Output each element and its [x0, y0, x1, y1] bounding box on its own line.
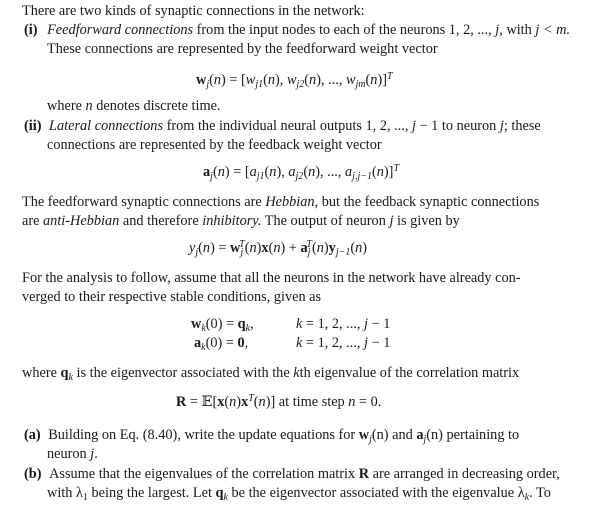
- intro-text: There are two kinds of synaptic connections in the network:: [22, 3, 365, 19]
- where-n-pre: where: [47, 98, 86, 114]
- part-a-a-n: (n): [426, 427, 443, 443]
- item-ii-j2: j: [499, 118, 504, 134]
- where-n-post: denotes discrete time.: [92, 98, 221, 114]
- equation-output-y: $y_j(n) = w_j^T(n)x(n) + a_j^T(n)y_{j-1}(n)$: [189, 239, 368, 258]
- item-ii-tail: ; these: [503, 118, 541, 134]
- part-a-neuron-pre: neuron: [47, 446, 91, 462]
- part-a-line2: [47, 446, 98, 463]
- part-b-line1: [24, 466, 560, 483]
- part-a-neuron-post: .: [94, 446, 98, 462]
- equation-init-w-range: k = 1, 2, ..., j − 1: [296, 316, 391, 332]
- eigen-post: th eigenvalue of the correlation matrix: [299, 365, 520, 381]
- anti-pre: are: [22, 213, 44, 229]
- anti-hebbian-term: anti-Hebbian: [43, 213, 120, 229]
- para-converge-line1: For the analysis to follow, assume that all the neurons in the network have already con-: [22, 270, 521, 286]
- item-i-tail: , with: [499, 22, 536, 38]
- lateral-term: Lateral connections: [49, 118, 164, 134]
- part-b-mid: being the largest. Let: [87, 485, 216, 501]
- equation-correlation-R: $R = 𝔼[x(n)x^T(n)]$ at time step n = 0.: [176, 393, 382, 410]
- para-hebbian-line2: [22, 213, 460, 230]
- item-i-label: (i): [24, 22, 38, 38]
- item-i-j: j: [495, 22, 500, 38]
- item-ii-line1: [24, 118, 541, 135]
- part-a-w-n: (n): [371, 427, 389, 443]
- hebbian-term: Hebbian,: [265, 194, 319, 210]
- equation-a-vector: $a_j(n) = [a_{j1}(n)$, $a_{j2}(n)$, ..., $a_{j,j-1}(n)]^T$: [203, 163, 399, 182]
- item-ii-label: (ii): [24, 118, 42, 134]
- item-i-line1: [24, 22, 570, 39]
- eigen-q-sub: k: [68, 372, 73, 383]
- part-b-lambda-pre: with λ: [47, 485, 83, 501]
- para-converge-line2: verged to their respective stable conditions, given as: [22, 289, 322, 305]
- part-b-pre: Assume that the eigenvalues of the correlation matrix: [49, 466, 359, 482]
- part-a-line1: [24, 427, 519, 444]
- part-a-w-sub: j: [369, 434, 372, 445]
- part-b-R: R: [358, 466, 370, 482]
- part-a-a-sub: j: [423, 434, 427, 445]
- equation-init-a: $a_k(0) = 0$,: [194, 335, 249, 353]
- item-ii-mid: − 1 to neuron: [415, 118, 500, 134]
- eigen-pre: where: [22, 365, 61, 381]
- item-ii-j: j: [411, 118, 416, 134]
- part-b-q-sub: k: [223, 492, 228, 503]
- item-ii-line2: connections are represented by the feedback weight vector: [47, 137, 382, 153]
- anti-mid: and therefore: [119, 213, 203, 229]
- part-a-w: w: [358, 427, 370, 443]
- item-i-cond: j < m.: [535, 22, 571, 38]
- para-eigen-line: [22, 365, 519, 382]
- where-n-var: n: [85, 98, 93, 114]
- equation-init-a-range: k = 1, 2, ..., j − 1: [296, 335, 391, 351]
- part-b-tail: . To: [529, 485, 551, 501]
- equation-init-w: $w_k(0) = q_k$,: [191, 316, 254, 334]
- where-n-line: [47, 98, 221, 115]
- part-b-lambda-k-sub: k: [524, 492, 530, 503]
- para-hebbian-line1: [22, 194, 539, 211]
- part-b-post: are arranged in decreasing order,: [369, 466, 560, 482]
- part-a-and: and: [388, 427, 417, 443]
- output-j: j: [389, 213, 394, 229]
- part-b-lambda-sub: 1: [82, 492, 88, 503]
- output-tail: is given by: [393, 213, 460, 229]
- item-i-line2: These connections are represented by the feedforward weight vector: [47, 41, 438, 57]
- part-b-line2: [47, 485, 551, 502]
- inhibitory-term: inhibitory.: [202, 213, 262, 229]
- part-a-neuron-j: j: [90, 446, 95, 462]
- part-a-a: a: [416, 427, 424, 443]
- part-b-q: q: [215, 485, 224, 501]
- part-b-label: (b): [24, 466, 42, 482]
- equation-w-vector: $w_j(n) = [w_{j1}(n)$, $w_{j2}(n)$, ..., $w_{jm}(n)]^T$: [196, 71, 393, 90]
- eigen-mid: is the eigenvector associated with the: [72, 365, 294, 381]
- part-a-post: pertaining to: [442, 427, 520, 443]
- hebb-post: but the feedback synaptic connections: [318, 194, 540, 210]
- eigen-q: q: [60, 365, 69, 381]
- part-a-label: (a): [24, 427, 41, 443]
- feedforward-term: Feedforward connections: [47, 22, 194, 38]
- eigen-k: k: [293, 365, 300, 381]
- item-ii-rest: from the individual neural outputs 1, 2, ...,: [163, 118, 412, 134]
- item-i-line1-rest: from the input nodes to each of the neurons 1, 2, ...,: [193, 22, 496, 38]
- part-b-mid2: be the eigenvector associated with the eigenvalue λ: [227, 485, 525, 501]
- hebb-pre: The feedforward synaptic connections are: [22, 194, 266, 210]
- part-a-pre: Building on Eq. (8.40), write the update equations for: [48, 427, 359, 443]
- output-pre: The output of neuron: [261, 213, 390, 229]
